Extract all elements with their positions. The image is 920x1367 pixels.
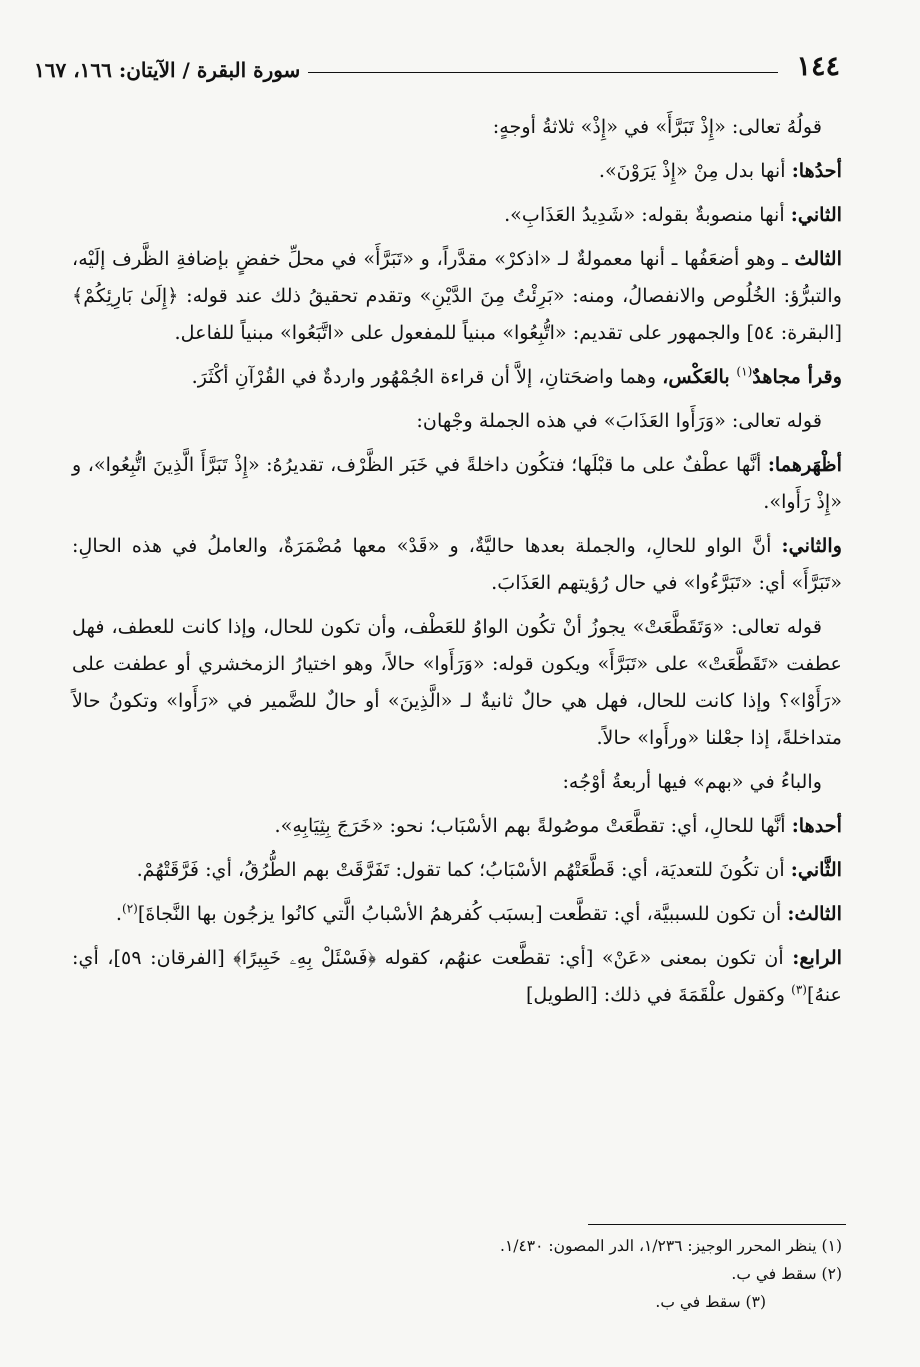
header-rule: [308, 72, 778, 73]
main-text: [72, 108, 842, 1013]
paragraph-text: ـ وهو أضعَفُها ـ أنها معمولةٌ لـ «اذكرْ» مقدَّراً، و «تَبَرَّأَ» في محلِّ خفضٍ بإضافةِ الظَّرف إلَيْه، والتبرُّؤ: الخُلُوص والانفصالُ، ومنه: «بَرِئْتُ مِنَ الدَّيْنِ» وتقدم تحقيقُ ذلك عند قوله: ﴿إِلَىٰ بَارِئِكُمْ﴾ [البقرة: ٥٤] والجمهور على تقديم: «اتُّبِعُوا» مبنياً للمفعول على «اتَّبَعُوا» مبنياً للفاعل.: [72, 247, 842, 344]
paragraph: [72, 763, 842, 800]
paragraph-text: وكقول علْقَمَةَ في ذلك: [الطويل]: [525, 983, 792, 1006]
footnote-separator: [588, 1224, 846, 1225]
paragraph: [72, 152, 842, 189]
paragraph-lead: الرابع:: [792, 946, 842, 969]
paragraph-lead: والثاني:: [781, 534, 842, 557]
paragraph: [72, 402, 842, 439]
paragraph-text: أنها منصوبةٌ بقوله: «شَدِيدُ العَذَابِ».: [504, 203, 791, 226]
paragraph: [72, 446, 842, 520]
paragraph-text: أنَّ الواو للحالِ، والجملة بعدها حاليَّةٌ، و «قَدْ» معها مُضْمَرَةٌ، والعاملُ في هذه الحالِ: «تَبَرَّأَ» أي: «تَبَرَّءُوا» في حال رُؤيتهم العَذَابَ.: [72, 534, 842, 594]
paragraph: [72, 851, 842, 888]
paragraph: [72, 240, 842, 351]
paragraph-lead: الثاني:: [790, 203, 842, 226]
paragraph-lead: الثَّاني:: [790, 858, 842, 881]
footnote-1: (١) ينظر المحرر الوجيز: ١/٢٣٦، الدر المصون: ١/٤٣٠.: [500, 1237, 842, 1255]
paragraph-lead: أحدها:: [791, 814, 842, 837]
page-header: [34, 36, 840, 80]
paragraph-text: أنها بدل مِنْ «إِذْ يَرَوْنَ».: [598, 159, 792, 182]
paragraph-lead: أحدُها:: [791, 159, 842, 182]
paragraph: [72, 108, 842, 145]
running-title: سورة البقرة / الآيتان: ١٦٦، ١٦٧: [34, 58, 301, 82]
paragraph-text: أن تكون بمعنى «عَنْ» [أي: تقطَّعت عنهُم، كقوله ﴿فَسْئَلْ بِهِۦ خَبِيرًا﴾ [الفرقان: ٥٩]، أي: عنهُ]: [72, 946, 842, 1006]
footnotes: [72, 1232, 842, 1316]
paragraph: [72, 527, 842, 601]
paragraph: [72, 608, 842, 756]
paragraph-lead: بالعَكْس،: [662, 365, 737, 388]
paragraph-text: وهما واضحَتانِ، إلاَّ أن قراءة الجُمْهُور واردةٌ في القُرْآنِ أكْثَرَ.: [191, 365, 663, 388]
footnote-marker[interactable]: (٢): [122, 901, 138, 916]
footnote-spacer: [766, 1288, 842, 1316]
paragraph-lead: الثالث:: [787, 902, 842, 925]
footnote-row: [72, 1260, 842, 1288]
paragraph-text: أنَّها للحالِ، أي: تقطَّعَتْ موصُولةً بهم الأسْبَاب؛ نحو: «خَرَجَ بِثِيَابِهِ».: [274, 814, 792, 837]
paragraph: [72, 196, 842, 233]
paragraph: [72, 358, 842, 395]
paragraph: [72, 939, 842, 1013]
paragraph-lead: أظْهَرهما:: [767, 453, 842, 476]
footnote-3: (٣) سقط في ب.: [655, 1293, 766, 1311]
paragraph-text: أن تكُونَ للتعديَة، أي: قَطَّعَتْهُم الأسْبَابُ؛ كما تقول: تَفَرَّقَتْ بهم الطُّرُقُ، أي: فَرَّقَتْهُمْ.: [136, 858, 791, 881]
paragraph-text: والباءُ في «بهم» فيها أربعةُ أوْجُه:: [562, 770, 822, 793]
paragraph-text: قوله تعالى: «وَرَأَوا العَذَابَ» في هذه الجملة وجْهان:: [416, 409, 822, 432]
paragraph-lead: الثالث: [794, 247, 842, 270]
paragraph-text: أنَّها عطْفٌ على ما قبْلَها؛ فتكُون داخلةً في خَبَر الظَّرْف، تقديرُهُ: «إِذْ تَبَرَّأَ الَّذِينَ اتُّبِعُوا»، و «إِذْ رَأَوا».: [72, 453, 842, 513]
paragraph-text: قوله تعالى: «وَتَقَطَّعَتْ» يجوزُ أنْ تكُون الواوُ للعَطْف، وأن تكون للحال، وإذا كانت للعطف، فهل عطفت «تَقَطَّعَتْ» على «تَبَرَّأَ» ويكون قوله: «وَرَأَوا» حالاً، وهو اختيارُ الزمخشري أو عطفت على «رَأَوْا»؟ وإذا كانت للحال، فهل هي حالٌ ثانيةٌ لـ «الَّذِينَ» أو حالٌ للضَّمير في «رَأَوا» وتكونُ حالاً متداخلةً، إذا جعْلنا «ورأَوا» حالاً.: [72, 615, 842, 749]
page-number: ١٤٤: [796, 51, 840, 82]
footnote-marker[interactable]: (٣): [791, 982, 807, 997]
paragraph-text: قولُهُ تعالى: «إِذْ تَبَرَّأَ» في «إِذْ» ثلاثةُ أوجهٍ:: [492, 115, 822, 138]
paragraph-text: .: [115, 902, 123, 925]
footnote-row: [72, 1288, 842, 1316]
paragraph-lead: وقرأ مجاهدٌ: [752, 365, 842, 388]
paragraph: [72, 895, 842, 932]
footnote-marker[interactable]: (١): [736, 364, 753, 379]
footnote-row: [72, 1232, 842, 1260]
footnote-2: (٢) سقط في ب.: [731, 1265, 842, 1283]
paragraph: [72, 807, 842, 844]
paragraph-text: أن تكون للسببيَّة، أي: تقطَّعت [بسبَب كُفرهمُ الأسْبابُ الَّتي كانُوا يزجُون بها النَّجاةَ]: [137, 902, 788, 925]
